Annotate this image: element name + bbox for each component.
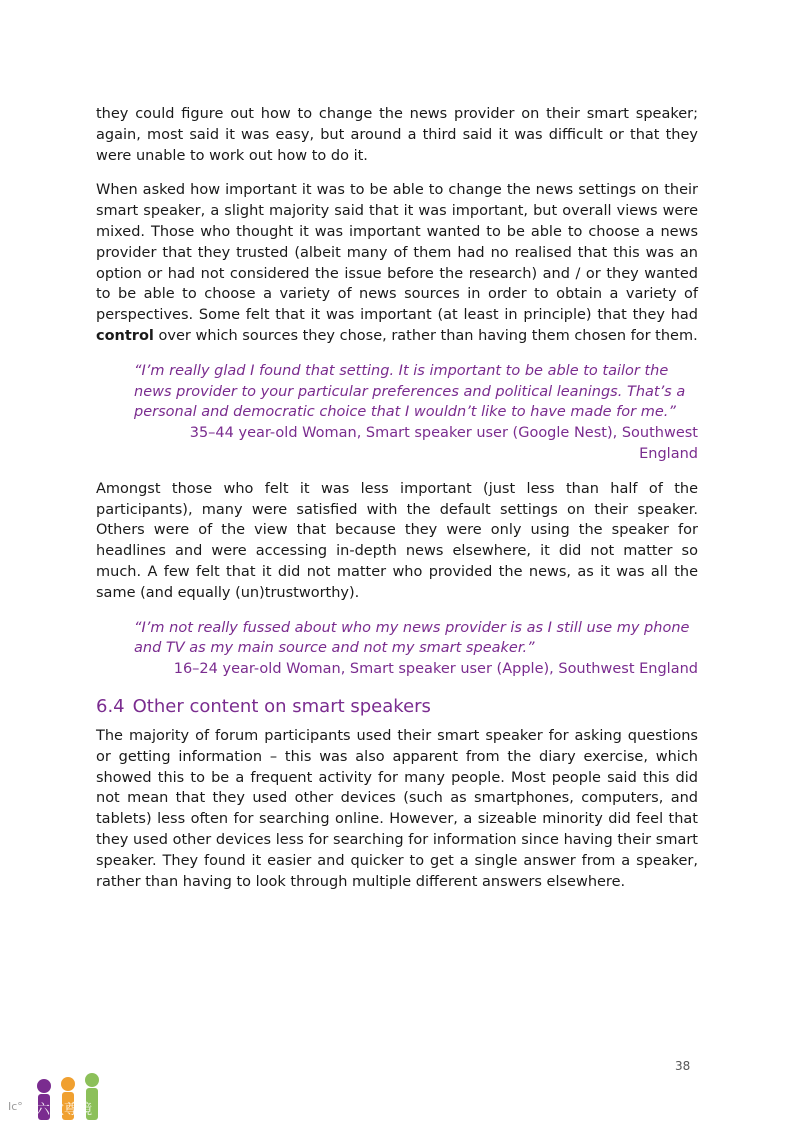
paragraph-2-emphasis: control: [96, 327, 154, 344]
quote-2: [134, 618, 698, 680]
paragraph-2-part-2: over which sources they chose, rather than having them chosen for them.: [153, 327, 698, 344]
logo-dot-purple: [37, 1079, 51, 1093]
quote-1: [134, 361, 698, 465]
paragraph-3: Amongst those who felt it was less important (just less than half of the participants), many were satisfied with the default settings on their speaker. Others were of the view that because they were only using the speaker for headlines and were accessing in-depth news elsewhere, it did not matter so much. A few felt that it did not matter who provided the news, as it was all the same (and equally (un)trustworthy).: [96, 480, 698, 601]
section-heading: [96, 694, 698, 720]
quote-1-attribution: 35–44 year-old Woman, Smart speaker user (Google Nest), Southwest England: [189, 425, 698, 462]
paragraph-4: The majority of forum participants used their smart speaker for asking questions or getting information – this was also apparent from the diary exercise, which showed this to be a frequent activity for many people. Most people said this did not mean that they used other devices (such as smartphones, computers, and tablets) less often for searching online. However, a sizeable minority did feel that they used other devices less for searching for information since having their smart speaker. They found it easier and quicker to get a single answer from a speaker, rather than having to look through multiple different answers elsewhere.: [96, 727, 698, 890]
paragraph-2-part-1: When asked how important it was to be able to change the news settings on their smart speaker, a slight majority said that it was important, but overall views were mixed. Those who thought it was important wanted to be able to choose a news provider that they trusted (albeit many of them had no realised that this was an option or had not considered the issue before the research) and / or they wanted to be able to choose a variety of news sources in order to obtain a variety of perspectives. Some felt that it was important (at least in principle) that they had: [96, 182, 698, 324]
quote-2-attribution: 16–24 year-old Woman, Smart speaker user (Apple), Southwest England: [173, 661, 698, 678]
page-content: [96, 104, 698, 906]
page-number: 38: [675, 1059, 691, 1073]
quote-1-text: “I’m really glad I found that setting. It is important to be able to tailor the news provider to your particular preferences and political leanings. That’s a personal and democratic choice that I wouldn’t like to have made for me.”: [134, 362, 686, 421]
logo-text: 六数尊镜: [36, 1102, 92, 1118]
logo-dot-orange: [61, 1077, 75, 1091]
section-title: Other content on smart speakers: [132, 695, 431, 717]
watermark-logo: [6, 1072, 116, 1122]
logo-dot-green: [85, 1073, 99, 1087]
quote-2-text: “I’m not really fussed about who my news provider is as I still use my phone and TV as my main source and not my smart speaker.”: [134, 619, 690, 657]
logo-mark: Ic°: [8, 1100, 23, 1113]
paragraph-1: they could figure out how to change the news provider on their smart speaker; again, most said it was easy, but around a third said it was difficult or that they were unable to work out how to do it.: [96, 106, 698, 164]
section-number: 6.4: [96, 695, 125, 717]
paragraph-2: [96, 180, 698, 346]
